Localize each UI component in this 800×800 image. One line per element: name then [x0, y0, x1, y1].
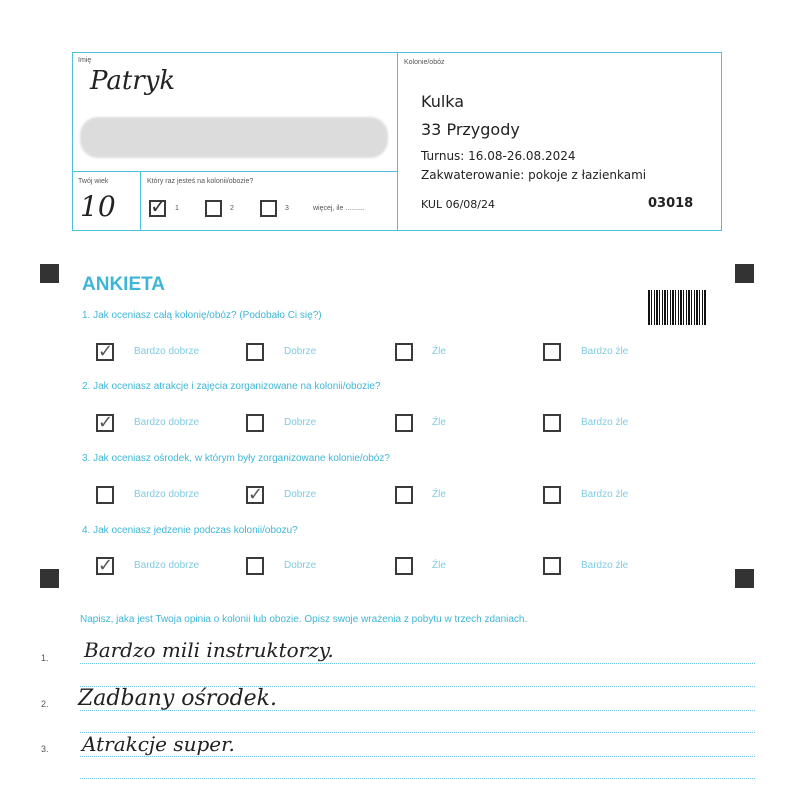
form-number: 03018 [648, 196, 694, 211]
answer-line [80, 756, 755, 757]
times-option-2-label: 2 [230, 205, 234, 212]
check-mark-icon: ✓ [98, 412, 114, 433]
times-option-2-checkbox[interactable] [205, 200, 222, 217]
question-4: 4. Jak oceniasz jedzenie podczas kolonii/obozu? [82, 525, 298, 536]
q4-bardzo-dobrze-checkbox[interactable] [96, 557, 114, 575]
camp-code: KUL 06/08/24 [421, 198, 495, 211]
barcode [648, 290, 706, 325]
answer-1[interactable]: Bardzo mili instruktorzy. [84, 638, 334, 662]
q1-bardzo-dobrze-label: Bardzo dobrze [134, 346, 200, 357]
camp-name: Kulka [421, 92, 465, 111]
turnus: Turnus: 16.08-26.08.2024 [421, 149, 576, 163]
times-option-1-label: 1 [175, 205, 179, 212]
accommodation: Zakwaterowanie: pokoje z łazienkami [421, 168, 647, 182]
answer-3[interactable]: Atrakcje super. [82, 732, 235, 756]
camp-label: Kolonie/obóz [404, 59, 445, 66]
times-option-1-checkbox[interactable] [149, 194, 167, 218]
times-option-3-label: 3 [285, 205, 289, 212]
check-mark-icon: ✓ [248, 484, 264, 505]
registration-marker [40, 569, 59, 588]
age-value: 10 [80, 190, 116, 223]
q1-bardzo-dobrze-checkbox[interactable] [96, 343, 114, 361]
camp-program: 33 Przygody [421, 120, 520, 139]
check-mark-icon: ✓ [98, 341, 114, 362]
q1-bardzo-zle-label: Bardzo źle [581, 346, 629, 357]
check-mark-icon: ✓ [98, 555, 114, 576]
check-mark-icon: ✓ [150, 194, 167, 218]
question-1: 1. Jak oceniasz całą kolonię/obóz? (Podobało Ci się?) [82, 310, 322, 321]
q3-dobrze-checkbox[interactable] [246, 486, 264, 504]
q1-zle-checkbox[interactable] [395, 343, 413, 361]
q3-bardzo-zle-label: Bardzo źle [581, 489, 629, 500]
q3-bardzo-zle-checkbox[interactable] [543, 486, 561, 504]
q4-bardzo-zle-checkbox[interactable] [543, 557, 561, 575]
question-2: 2. Jak oceniasz atrakcje i zajęcia zorganizowane na kolonii/obozie? [82, 381, 381, 392]
times-more-label: więcej, ile .......... [313, 205, 365, 212]
q2-zle-checkbox[interactable] [395, 414, 413, 432]
registration-marker [40, 264, 59, 283]
q1-zle-label: Źle [432, 346, 446, 357]
q2-dobrze-label: Dobrze [284, 417, 317, 428]
answer-2-number: 2. [41, 699, 49, 709]
answer-3-number: 3. [41, 744, 49, 754]
age-divider [140, 171, 141, 231]
header-divider-vertical [397, 52, 398, 231]
q4-bardzo-zle-label: Bardzo źle [581, 560, 629, 571]
name-value: Patryk [90, 66, 176, 96]
registration-marker [735, 264, 754, 283]
q3-bardzo-dobrze-checkbox[interactable] [96, 486, 114, 504]
redacted-surname [80, 117, 388, 158]
registration-marker [735, 569, 754, 588]
q2-dobrze-checkbox[interactable] [246, 414, 264, 432]
q4-zle-label: Źle [432, 560, 446, 571]
age-label: Twój wiek [78, 178, 109, 185]
q4-zle-checkbox[interactable] [395, 557, 413, 575]
survey-title: ANKIETA [82, 274, 166, 295]
q1-dobrze-checkbox[interactable] [246, 343, 264, 361]
q2-bardzo-zle-checkbox[interactable] [543, 414, 561, 432]
times-option-3-checkbox[interactable] [260, 200, 277, 217]
times-label: Który raz jesteś na kolonii/obozie? [147, 178, 254, 185]
q1-bardzo-zle-checkbox[interactable] [543, 343, 561, 361]
q2-bardzo-dobrze-label: Bardzo dobrze [134, 417, 200, 428]
answer-2[interactable]: Zadbany ośrodek. [78, 686, 277, 711]
answer-line [80, 663, 755, 664]
name-label: Imię [78, 57, 92, 64]
answer-line [80, 710, 755, 711]
opinion-prompt: Napisz, jaka jest Twoja opinia o kolonii lub obozie. Opisz swoje wrażenia z pobytu w trzech zdaniach. [80, 614, 528, 625]
q4-dobrze-checkbox[interactable] [246, 557, 264, 575]
header-divider-horizontal [72, 171, 397, 172]
q1-dobrze-label: Dobrze [284, 346, 317, 357]
answer-1-number: 1. [41, 653, 49, 663]
q3-dobrze-label: Dobrze [284, 489, 317, 500]
q4-bardzo-dobrze-label: Bardzo dobrze [134, 560, 200, 571]
answer-line [80, 778, 755, 779]
q3-zle-label: Źle [432, 489, 446, 500]
q2-zle-label: Źle [432, 417, 446, 428]
q3-bardzo-dobrze-label: Bardzo dobrze [134, 489, 200, 500]
q2-bardzo-dobrze-checkbox[interactable] [96, 414, 114, 432]
question-3: 3. Jak oceniasz ośrodek, w którym były zorganizowane kolonie/obóz? [82, 453, 390, 464]
q2-bardzo-zle-label: Bardzo źle [581, 417, 629, 428]
q3-zle-checkbox[interactable] [395, 486, 413, 504]
q4-dobrze-label: Dobrze [284, 560, 317, 571]
